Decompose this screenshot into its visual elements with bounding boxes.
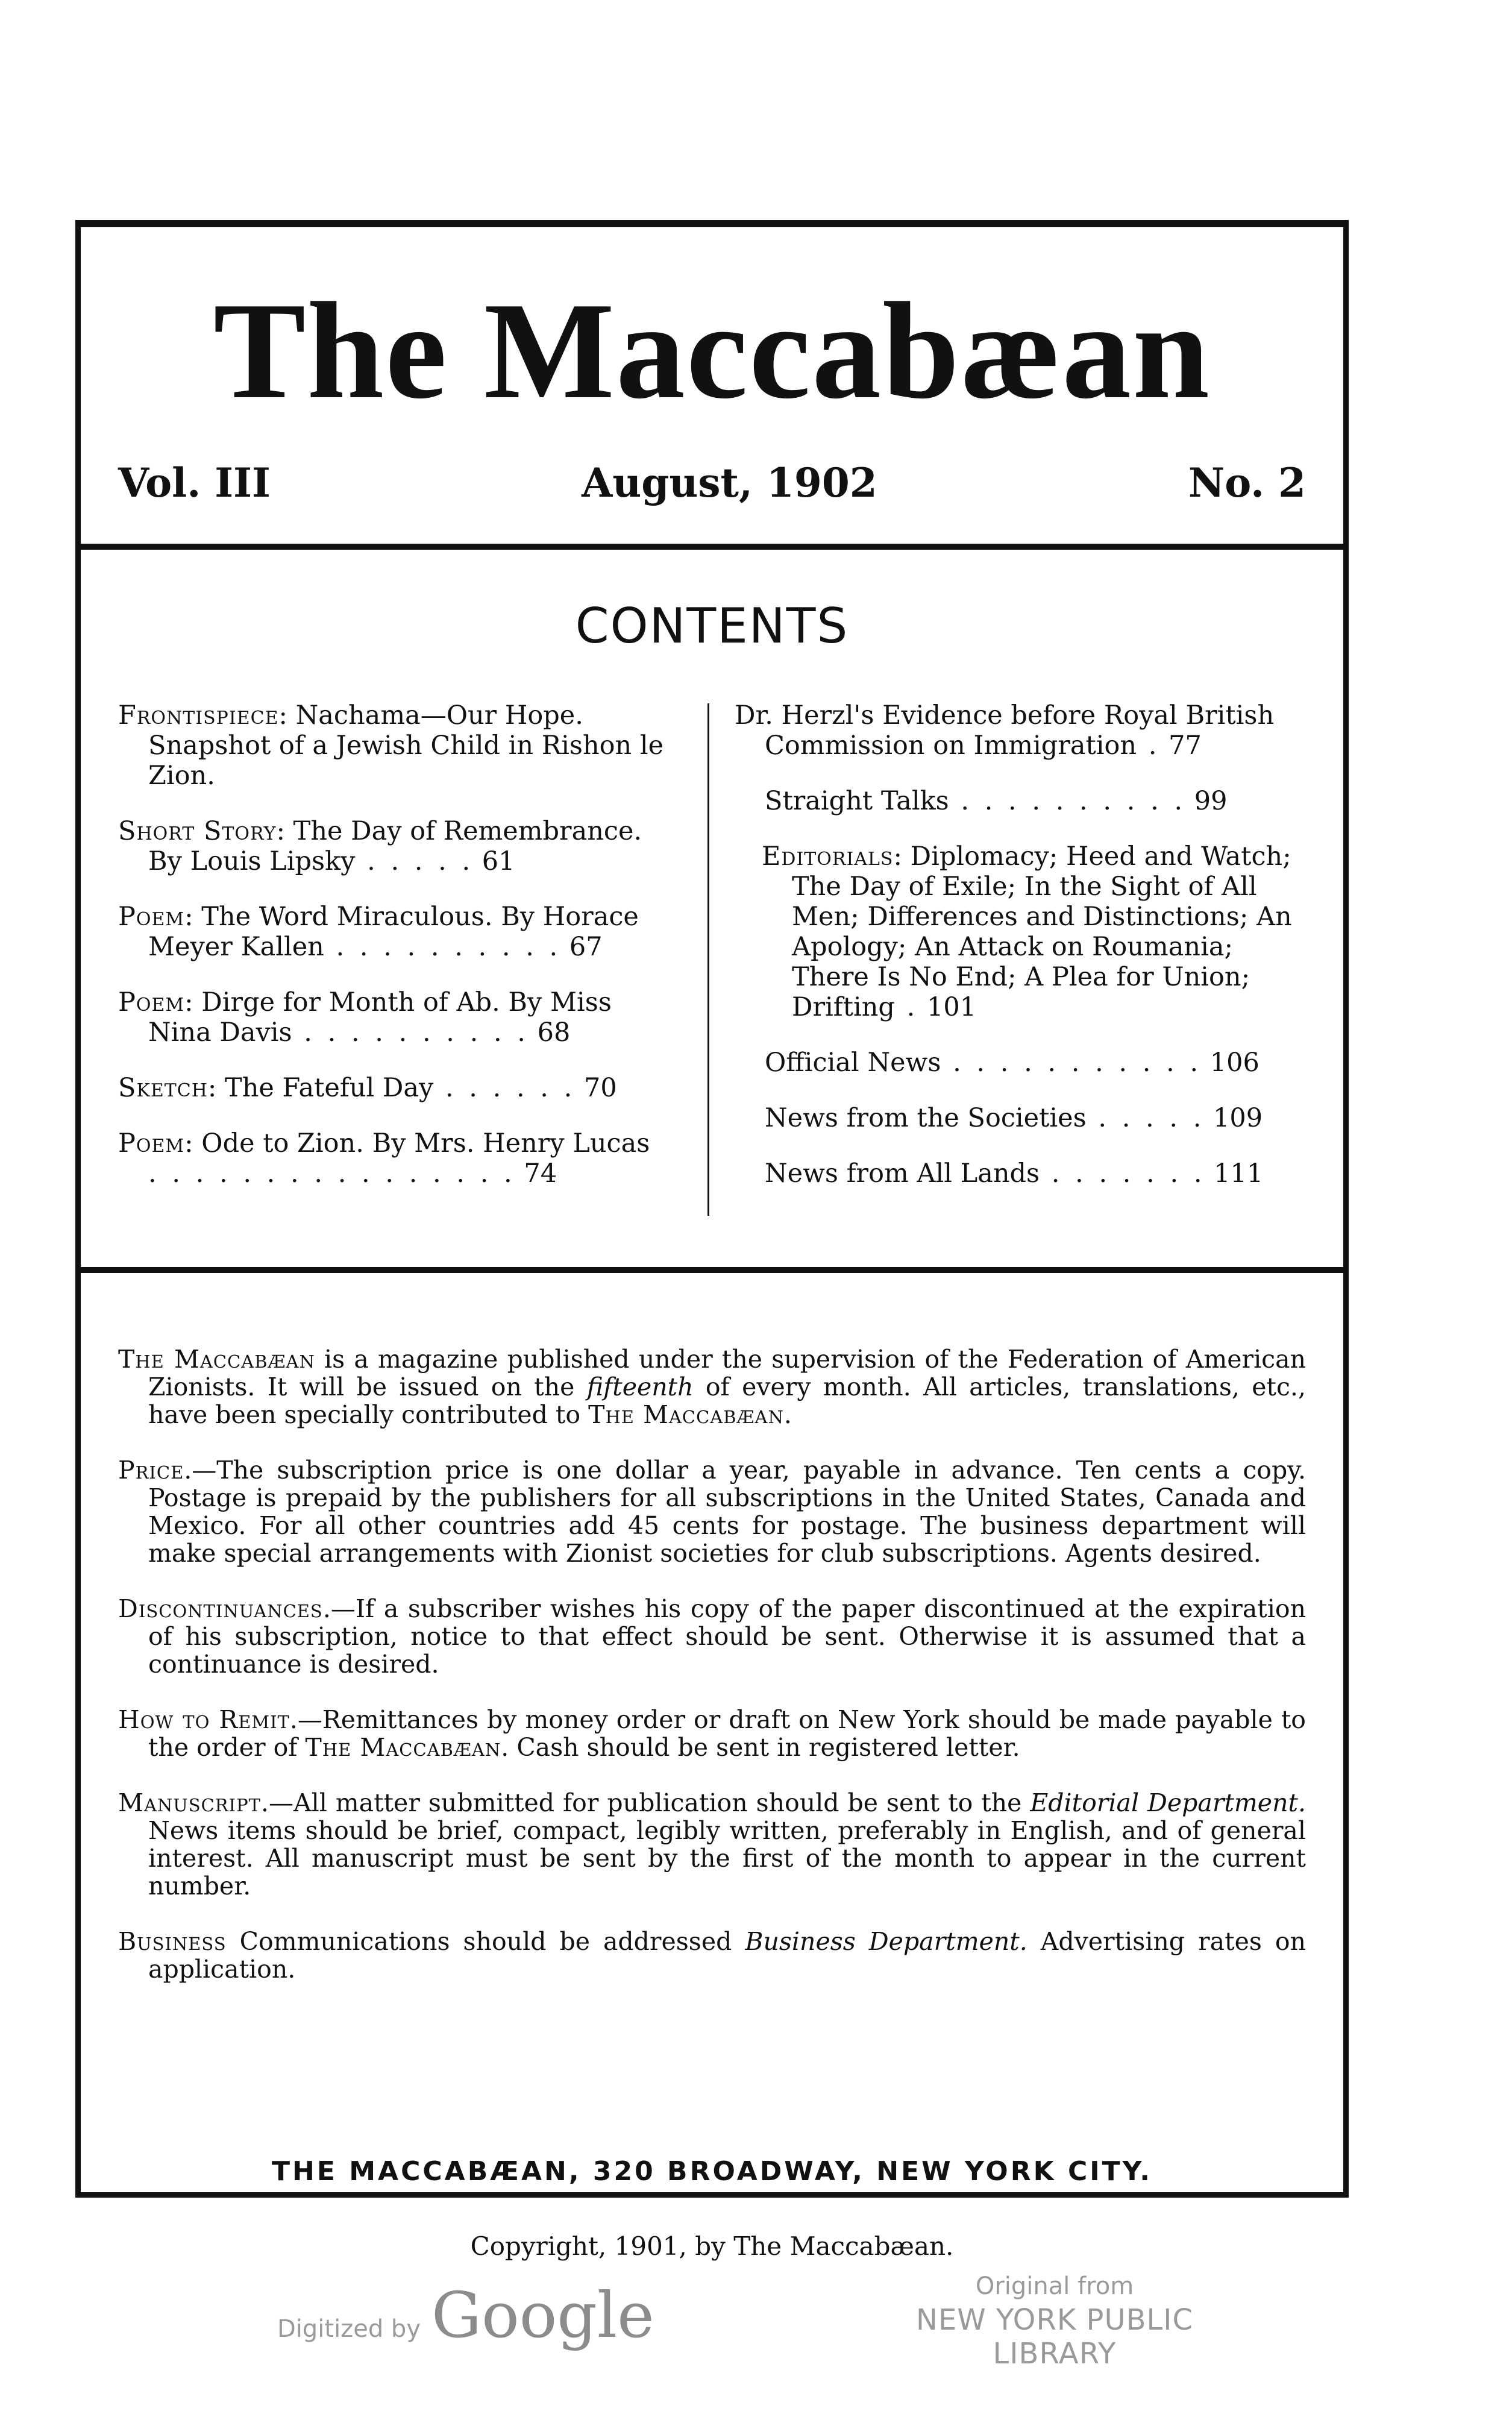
info-tail: The Maccabæan — [588, 1400, 784, 1429]
toc-page-number: 109 — [1213, 1103, 1263, 1133]
issue-date: August, 1902 — [582, 459, 877, 506]
toc-entry-text: : The Word Miraculous. By Horace Meyer Kallen — [148, 902, 639, 962]
volume-label: Vol. III — [118, 459, 271, 506]
contents-heading: CONTENTS — [575, 598, 849, 654]
copyright-notice: Copyright, 1901, by The Maccabæan. — [470, 2231, 954, 2261]
rule-divider-top — [81, 544, 1343, 550]
toc-entry-text: : Diplomacy; Heed and Watch; The Day of Exile; In the Sight of All Men; Differences and Distinctions; An Apology; An Attack on Roumania; There Is No End; A Plea for Union; Drifting — [792, 841, 1292, 1022]
toc-entry-label: Poem — [118, 902, 185, 932]
info-text: is a magazine published under the supervision of the Federation of American Zionists. It will be issued on the — [148, 1345, 1306, 1401]
toc-entry-text: : Nachama—Our Hope. Snapshot of a Jewish Child in Rishon le Zion. — [148, 700, 664, 791]
toc-leader-dots: . . . . . . . — [1040, 1158, 1206, 1189]
masthead-title: The Maccabæan — [213, 274, 1211, 427]
toc-entry-label: Short Story — [118, 816, 277, 846]
info-italic: fifteenth — [586, 1372, 694, 1401]
toc-entry-text: : Ode to Zion. By Mrs. Henry Lucas — [184, 1128, 650, 1158]
toc-column-divider — [707, 703, 709, 1216]
info-lead: Discontinuances — [118, 1594, 323, 1623]
toc-entry-text: : Dirge for Month of Ab. By Miss Nina Davis — [148, 987, 612, 1048]
toc-leader-dots: . . . . . — [1086, 1103, 1205, 1133]
toc-leader-dots: . . . . . . . . . . — [949, 786, 1187, 816]
publication-info — [118, 1345, 1306, 2011]
library-watermark — [856, 2269, 1253, 2371]
info-text: of every month. All articles, translations, etc., have been specially contributed to — [148, 1372, 1306, 1429]
publisher-address: THE MACCABÆAN, 320 BROADWAY, NEW YORK CITY. — [272, 2156, 1152, 2187]
info-text: .—Remittances by money order or draft on New York should be made payable to the order of — [148, 1705, 1306, 1762]
toc-page-number: 111 — [1214, 1158, 1264, 1189]
toc-entry-text: : The Day of Remembrance. By Louis Lipsky — [148, 816, 642, 876]
toc-leader-dots: . . . . . . — [433, 1073, 576, 1103]
toc-leader-dots: . . . . . . . . . . — [292, 1017, 529, 1048]
toc-entry-herzl — [735, 700, 1298, 761]
issue-number: No. 2 — [1188, 459, 1306, 506]
toc-page-number: 77 — [1169, 731, 1202, 761]
toc-page-number: 106 — [1209, 1048, 1259, 1078]
info-about — [118, 1345, 1306, 1429]
info-remit — [118, 1706, 1306, 1761]
toc-entry-text: Official News — [765, 1048, 941, 1078]
info-text: Advertising rates on application. — [148, 1927, 1306, 1984]
toc-entry-text: Dr. Herzl's Evidence before Royal British Commission on Immigration — [735, 700, 1275, 761]
info-lead: Price — [118, 1456, 184, 1485]
toc-entry-text: News from the Societies — [765, 1103, 1087, 1133]
toc-entry-poem-dirge — [118, 987, 673, 1048]
toc-page-number: 74 — [524, 1158, 557, 1189]
toc-left-column — [118, 700, 673, 1214]
toc-entry-straight-talks — [735, 786, 1298, 816]
google-logo: Google — [431, 2278, 654, 2352]
toc-entry-societies — [735, 1103, 1298, 1133]
info-italic: Editorial Department. — [1030, 1788, 1306, 1817]
toc-entry-text: Straight Talks — [765, 786, 949, 816]
toc-leader-dots: . . . . . — [355, 846, 474, 876]
toc-page-number: 99 — [1194, 786, 1228, 816]
toc-leader-dots: . — [1137, 731, 1161, 761]
digitized-by-label: Digitized by — [277, 2315, 421, 2343]
info-lead: Business — [118, 1927, 227, 1956]
toc-entry-sketch — [118, 1073, 673, 1103]
toc-entry-label: Editorials — [762, 841, 894, 872]
toc-page-number: 67 — [569, 932, 603, 962]
toc-entry-label: Poem — [118, 1128, 185, 1158]
info-tail: The Maccabæan — [305, 1733, 501, 1762]
toc-entry-poem-ode — [118, 1128, 673, 1189]
toc-page-number: 61 — [482, 846, 515, 876]
info-italic: Business Department. — [745, 1927, 1027, 1956]
toc-entry-text: News from All Lands — [765, 1158, 1040, 1189]
info-end: . Cash should be sent in registered letter. — [501, 1733, 1020, 1762]
toc-entry-label: Poem — [118, 987, 185, 1017]
info-text: News items should be brief, compact, legibly written, preferably in English, and of general interest. All manuscript must be sent by the first of the month to appear in the current number. — [148, 1816, 1306, 1900]
toc-entry-label: Sketch — [118, 1073, 208, 1103]
toc-page-number: 70 — [583, 1073, 617, 1103]
cover-frame — [75, 220, 1349, 2261]
toc-leader-dots: . . . . . . . . . . — [324, 932, 562, 962]
rule-divider-middle — [81, 1267, 1343, 1273]
info-manuscript — [118, 1789, 1306, 1900]
info-business — [118, 1928, 1306, 1983]
toc-leader-dots: . . . . . . . . . . . . . . . . — [148, 1158, 516, 1189]
info-lead: The Maccabæan — [118, 1345, 315, 1374]
info-end: . — [783, 1400, 792, 1429]
info-text: Communications should be addressed — [226, 1927, 745, 1956]
digitized-by-watermark — [277, 2278, 654, 2352]
toc-right-column — [735, 700, 1298, 1214]
issue-line — [118, 459, 1306, 506]
toc-entry-frontispiece — [118, 700, 673, 791]
toc-entry-poem-miraculous — [118, 902, 673, 962]
info-lead: How to Remit — [118, 1705, 290, 1734]
toc-entry-official-news — [735, 1048, 1298, 1078]
toc-entry-all-lands — [735, 1158, 1298, 1189]
original-from-label: Original from — [975, 2272, 1134, 2300]
info-text: .—The subscription price is one dollar a year, payable in advance. Ten cents a copy. Postage is prepaid by the publishers for all subscriptions in the United States, Canada and Mexico. For all other countries add 45 cents for postage. The business department will make special arrangements with Zionist societies for club subscriptions. Agents desired. — [148, 1456, 1306, 1568]
info-lead: Manuscript — [118, 1788, 261, 1817]
toc-entry-text: : The Fateful Day — [207, 1073, 434, 1103]
info-price — [118, 1456, 1306, 1567]
toc-page-number: 68 — [537, 1017, 571, 1048]
info-discontinuances — [118, 1595, 1306, 1678]
toc-leader-dots: . . . . . . . . . . . — [941, 1048, 1202, 1078]
library-name: NEW YORK PUBLIC LIBRARY — [916, 2303, 1193, 2371]
info-text: .—If a subscriber wishes his copy of the paper discontinued at the expiration of his subscription, notice to that effect should be sent. Otherwise it is assumed that a continuance is desired. — [148, 1594, 1306, 1679]
toc-entry-editorials — [735, 841, 1298, 1022]
toc-entry-short-story — [118, 816, 673, 876]
info-text: .—All matter submitted for publication should be sent to the — [260, 1788, 1030, 1817]
toc-leader-dots: . — [894, 992, 919, 1022]
toc-entry-label: Frontispiece — [118, 700, 279, 731]
toc-page-number: 101 — [926, 992, 977, 1022]
